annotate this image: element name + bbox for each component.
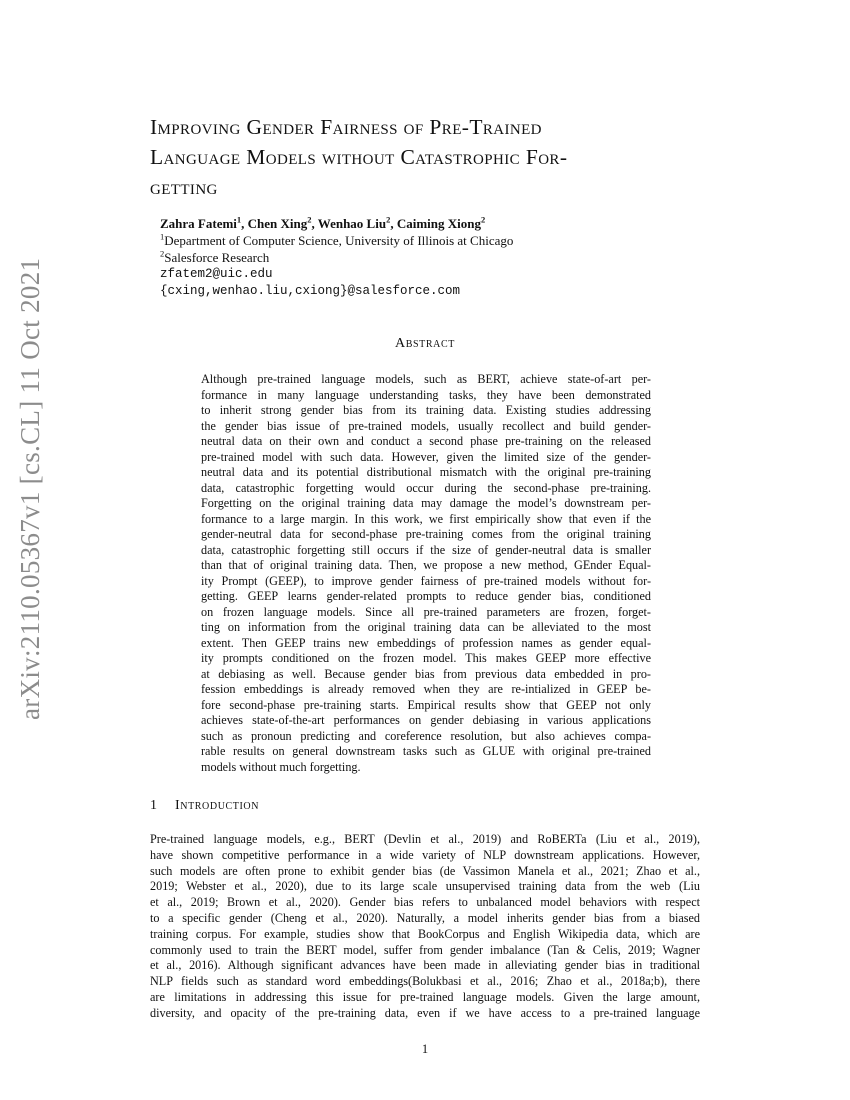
body-line: have shown competitive performance in a wide variety of NLP downstream applications. However, — [150, 847, 700, 862]
abstract-line: data, catastrophic forgetting still occurs if the size of gender-neutral data is smaller — [201, 542, 651, 557]
abstract-line: data, catastrophic forgetting would occur during the second-phase pre-training. — [201, 480, 651, 495]
abstract-line: Forgetting on the original training data may damage the model’s downstream per- — [201, 496, 651, 510]
author-name: Caiming Xiong — [396, 216, 481, 231]
affiliation — [160, 249, 513, 266]
abstract-line: rable results on general downstream tasks such as GLUE with original pre-trained — [201, 744, 651, 758]
section-number: 1 — [150, 798, 158, 813]
abstract-line: getting. GEEP learns gender-related prompts to reduce gender bias, conditioned — [201, 589, 651, 603]
author-names: Zahra Fatemi$^1$, Chen Xing$^2$, Wenhao Liu$^2$, Caiming Xiong$^2$ — [160, 214, 486, 231]
affiliation-text: Salesforce Research — [164, 250, 270, 265]
author-name: Wenhao Liu — [317, 216, 387, 231]
section-heading — [150, 798, 259, 814]
author-block — [160, 215, 513, 300]
abstract-line: formance to a large margin. In this work, we first empirically show that even if the — [201, 511, 651, 526]
body-line: training corpus. For example, studies show that BookCorpus and English Wikipedia data, which are — [150, 926, 700, 941]
abstract-line: than that of original training data. Then, we propose a new method, GEnder Equal- — [201, 558, 651, 572]
abstract-line: fore second-phase pre-training starts. Empirical results show that GEEP not only — [201, 697, 651, 712]
title-line: getting — [150, 175, 218, 199]
affiliation-mark: 2 — [480, 214, 486, 225]
body-line: et al., 2019; Brown et al., 2020). Gender bias refers to unbalanced model behaviors with respect — [150, 895, 700, 910]
abstract-line: ity prompts conditioned on the frozen model. This makes GEEP more effective — [201, 651, 651, 665]
affiliation-mark: 2 — [307, 214, 312, 225]
abstract-line: ity Prompt (GEEP), to improve gender fairness of pre-trained models without for- — [201, 573, 651, 588]
abstract-line: formance in many language understanding tasks, they have been demonstrated — [201, 387, 651, 402]
abstract-line: on frozen language models. Since all pre-trained parameters are frozen, forget- — [201, 604, 651, 619]
body-line: are limitations in addressing this issue for pre-trained language models. Given the large amount, — [150, 989, 700, 1004]
affiliation-mark: 2 — [386, 214, 391, 225]
abstract-line: fession embeddings is already removed when they are re-intialized in GEEP be- — [201, 682, 651, 696]
abstract-line: neutral data and its potential distributional mismatch with the original pre-training — [201, 465, 651, 479]
affiliation — [160, 232, 513, 249]
abstract-line: such as pronoun predicting and coreference resolution, but also achieves compa- — [201, 728, 651, 743]
affiliation-mark: 1 — [160, 231, 165, 242]
abstract-heading: Abstract — [395, 336, 455, 351]
abstract-body — [201, 372, 651, 775]
page-number: 1 — [421, 1042, 429, 1056]
body-line: 2019; Webster et al., 2020), due to its large scale unsupervised training data from the web (Liu — [150, 879, 700, 894]
affiliation-text: Department of Computer Science, University of Illinois at Chicago — [164, 233, 514, 248]
affiliation-mark: 1 — [236, 214, 242, 225]
body-line: such models are often prone to exhibit gender bias (de Vassimon Manela et al., 2021; Zhao et al., — [150, 863, 700, 878]
body-line: diversity, and opacity of the pre-training data, even if we have access to a pre-trained language — [150, 1005, 700, 1020]
author-email: {cxing,wenhao.liu,cxiong}@salesforce.com — [160, 284, 461, 298]
introduction-body — [150, 832, 700, 1022]
author-name: Zahra Fatemi — [160, 216, 237, 231]
abstract-line: ting on information from the original training data can be alleviated to the most — [201, 620, 651, 634]
abstract-line: extent. Then GEEP trains new embeddings of profession names as gender equal- — [201, 635, 651, 650]
section-title: Introduction — [175, 798, 260, 813]
affiliation-mark: 2 — [160, 248, 165, 259]
abstract-line: gender-neutral data for second-phase pre-training comes from the original training — [201, 527, 651, 541]
arxiv-identifier: arXiv:2110.05367v1 [cs.CL] 11 Oct 2021 — [15, 257, 45, 720]
abstract-line: models without much forgetting. — [201, 759, 361, 774]
body-line: to a specific gender (Cheng et al., 2020). Naturally, a model inherits gender bias from a biased — [150, 910, 700, 925]
abstract-line: neutral data on their own and conduct a second phase pre-training on the released — [201, 434, 651, 448]
abstract-line: the gender bias issue of pre-trained models, usually recollect and build gender- — [201, 418, 651, 433]
abstract-line: to inherit strong gender bias from its training data. Existing studies addressing — [201, 403, 651, 417]
abstract-line: achieves state-of-the-art performances on gender debiasing in various applications — [201, 713, 651, 727]
title-line: Language Models without Catastrophic For- — [150, 145, 568, 169]
author-email: zfatem2@uic.edu — [160, 267, 273, 281]
author-name: Chen Xing — [247, 216, 308, 231]
body-line: et al., 2016). Although significant advances have been made in alleviating gender bias in traditional — [150, 958, 700, 973]
abstract-line: pre-trained model with such data. However, given the limited size of the gender- — [201, 449, 651, 464]
title-line: Improving Gender Fairness of Pre-Trained — [150, 115, 542, 139]
paper-title — [150, 112, 710, 202]
body-line: Pre-trained language models, e.g., BERT (Devlin et al., 2019) and RoBERTa (Liu et al., 2019), — [150, 832, 700, 846]
abstract-line: Although pre-trained language models, such as BERT, achieve state-of-art per- — [201, 372, 651, 386]
body-line: NLP fields such as standard word embeddings(Bolukbasi et al., 2016; Zhao et al., 2018a;b), there — [150, 974, 700, 989]
abstract-line: at debiasing as well. Because gender bias from previous data embedded in pro- — [201, 666, 651, 681]
body-line: commonly used to train the BERT model, suffer from gender imbalance (Tan & Celis, 2019; Wagner — [150, 942, 700, 957]
